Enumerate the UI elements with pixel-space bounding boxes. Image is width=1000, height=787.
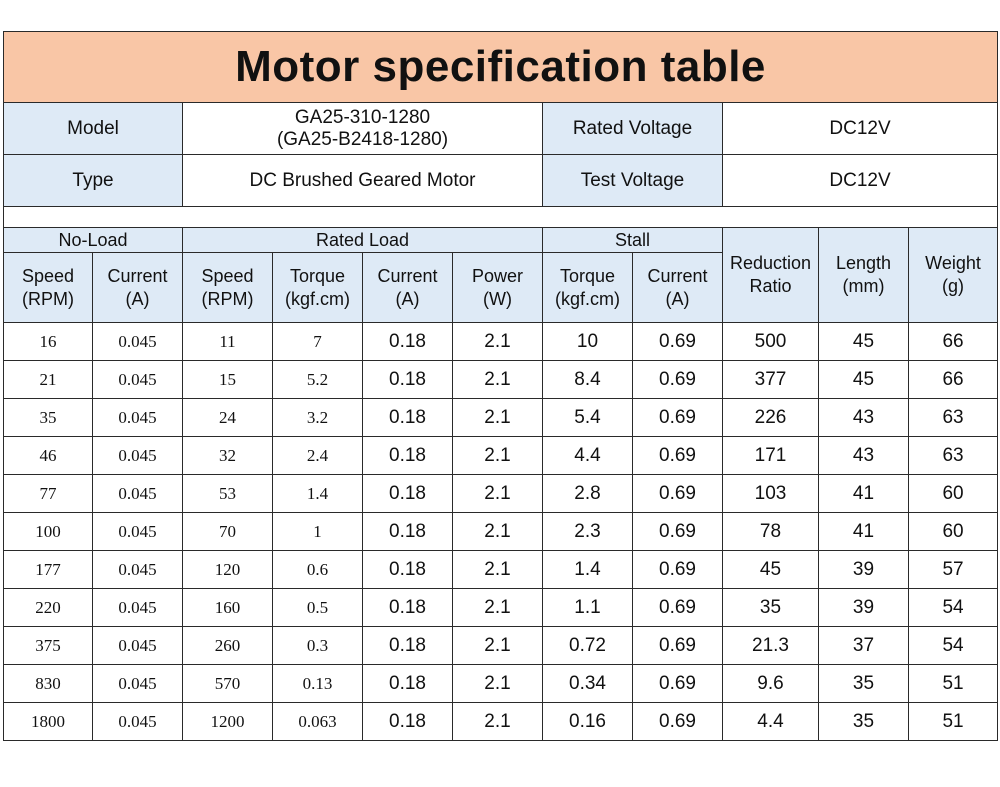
cell-rated-power: 2.1 [453, 551, 543, 589]
cell-rated-current: 0.18 [363, 437, 453, 475]
cell-stall-torque: 1.4 [543, 551, 633, 589]
cell-weight: 54 [909, 627, 998, 665]
cell-stall-current: 0.69 [633, 665, 723, 703]
cell-noload-speed: 375 [4, 627, 93, 665]
cell-rated-speed: 120 [183, 551, 273, 589]
page-title: Motor specification table [4, 32, 998, 103]
cell-noload-speed: 177 [4, 551, 93, 589]
header-reduction-ratio [723, 228, 819, 323]
header-unit: (W) [483, 288, 512, 309]
cell-length: 41 [819, 513, 909, 551]
cell-weight: 51 [909, 665, 998, 703]
header-rated-current [363, 253, 453, 323]
model-label: Model [4, 103, 183, 155]
cell-reduction-ratio: 4.4 [723, 703, 819, 741]
cell-stall-current: 0.69 [633, 437, 723, 475]
cell-length: 39 [819, 551, 909, 589]
cell-rated-current: 0.18 [363, 475, 453, 513]
cell-length: 35 [819, 703, 909, 741]
cell-weight: 54 [909, 589, 998, 627]
table-row [4, 323, 998, 361]
cell-stall-current: 0.69 [633, 589, 723, 627]
header-text: Torque [289, 265, 346, 286]
cell-rated-speed: 24 [183, 399, 273, 437]
cell-rated-torque: 7 [273, 323, 363, 361]
cell-length: 37 [819, 627, 909, 665]
cell-stall-current: 0.69 [633, 551, 723, 589]
cell-stall-torque: 0.72 [543, 627, 633, 665]
cell-noload-current: 0.045 [93, 513, 183, 551]
cell-rated-power: 2.1 [453, 665, 543, 703]
model-value-line2: (GA25-B2418-1280) [276, 128, 449, 150]
cell-rated-speed: 70 [183, 513, 273, 551]
cell-stall-torque: 8.4 [543, 361, 633, 399]
cell-noload-current: 0.045 [93, 627, 183, 665]
cell-noload-speed: 21 [4, 361, 93, 399]
cell-stall-current: 0.69 [633, 703, 723, 741]
rated-voltage-label: Rated Voltage [543, 103, 723, 155]
header-unit: (mm) [842, 276, 885, 296]
cell-noload-speed: 77 [4, 475, 93, 513]
cell-reduction-ratio: 45 [723, 551, 819, 589]
cell-stall-torque: 0.16 [543, 703, 633, 741]
header-text: Speed [21, 265, 75, 286]
header-unit: (kgf.cm) [285, 288, 350, 309]
cell-noload-current: 0.045 [93, 665, 183, 703]
header-stall-torque [543, 253, 633, 323]
cell-reduction-ratio: 21.3 [723, 627, 819, 665]
table-row [4, 589, 998, 627]
table-row [4, 399, 998, 437]
header-noload-speed [4, 253, 93, 323]
table-row [4, 551, 998, 589]
cell-weight: 63 [909, 437, 998, 475]
cell-rated-current: 0.18 [363, 513, 453, 551]
cell-weight: 66 [909, 361, 998, 399]
cell-length: 45 [819, 323, 909, 361]
cell-noload-speed: 46 [4, 437, 93, 475]
header-unit: (g) [942, 276, 964, 296]
cell-stall-current: 0.69 [633, 475, 723, 513]
cell-noload-speed: 830 [4, 665, 93, 703]
header-text: Reduction [729, 253, 812, 273]
header-unit: (A) [665, 288, 690, 309]
cell-noload-current: 0.045 [93, 475, 183, 513]
cell-rated-torque: 3.2 [273, 399, 363, 437]
cell-rated-speed: 260 [183, 627, 273, 665]
cell-rated-torque: 0.063 [273, 703, 363, 741]
cell-noload-current: 0.045 [93, 323, 183, 361]
cell-reduction-ratio: 500 [723, 323, 819, 361]
cell-noload-current: 0.045 [93, 589, 183, 627]
cell-rated-speed: 53 [183, 475, 273, 513]
header-stall-current [633, 253, 723, 323]
cell-rated-speed: 15 [183, 361, 273, 399]
header-rated-torque [273, 253, 363, 323]
cell-rated-current: 0.18 [363, 665, 453, 703]
cell-rated-torque: 1 [273, 513, 363, 551]
header-rated-speed [183, 253, 273, 323]
cell-rated-torque: 0.13 [273, 665, 363, 703]
cell-stall-torque: 2.8 [543, 475, 633, 513]
cell-rated-current: 0.18 [363, 399, 453, 437]
cell-noload-speed: 220 [4, 589, 93, 627]
header-unit: (RPM) [201, 288, 254, 309]
cell-rated-power: 2.1 [453, 323, 543, 361]
cell-rated-torque: 0.5 [273, 589, 363, 627]
header-rated-power [453, 253, 543, 323]
cell-rated-power: 2.1 [453, 399, 543, 437]
cell-reduction-ratio: 226 [723, 399, 819, 437]
cell-rated-torque: 1.4 [273, 475, 363, 513]
table-row [4, 513, 998, 551]
table-spacer [4, 207, 998, 228]
header-text: Speed [201, 265, 254, 286]
cell-noload-speed: 16 [4, 323, 93, 361]
cell-stall-current: 0.69 [633, 627, 723, 665]
test-voltage-value: DC12V [723, 155, 998, 207]
header-unit: (kgf.cm) [555, 288, 620, 309]
cell-noload-current: 0.045 [93, 703, 183, 741]
cell-stall-current: 0.69 [633, 399, 723, 437]
cell-length: 35 [819, 665, 909, 703]
cell-rated-current: 0.18 [363, 627, 453, 665]
cell-rated-speed: 11 [183, 323, 273, 361]
group-stall: Stall [543, 228, 723, 253]
type-value: DC Brushed Geared Motor [183, 155, 543, 207]
header-text: Current [377, 265, 438, 286]
cell-rated-power: 2.1 [453, 513, 543, 551]
rated-voltage-value: DC12V [723, 103, 998, 155]
cell-stall-torque: 2.3 [543, 513, 633, 551]
cell-length: 43 [819, 399, 909, 437]
cell-stall-torque: 4.4 [543, 437, 633, 475]
cell-noload-current: 0.045 [93, 361, 183, 399]
header-weight [909, 228, 998, 323]
cell-weight: 51 [909, 703, 998, 741]
cell-rated-power: 2.1 [453, 589, 543, 627]
cell-stall-torque: 10 [543, 323, 633, 361]
cell-rated-torque: 0.3 [273, 627, 363, 665]
cell-stall-torque: 5.4 [543, 399, 633, 437]
cell-rated-torque: 5.2 [273, 361, 363, 399]
header-unit: (A) [125, 288, 150, 309]
header-unit: (A) [395, 288, 420, 309]
cell-weight: 63 [909, 399, 998, 437]
cell-stall-current: 0.69 [633, 513, 723, 551]
cell-noload-current: 0.045 [93, 399, 183, 437]
test-voltage-label: Test Voltage [543, 155, 723, 207]
header-text: Weight [925, 253, 981, 273]
cell-length: 43 [819, 437, 909, 475]
cell-rated-torque: 2.4 [273, 437, 363, 475]
type-label: Type [4, 155, 183, 207]
cell-noload-speed: 35 [4, 399, 93, 437]
cell-rated-speed: 160 [183, 589, 273, 627]
cell-reduction-ratio: 35 [723, 589, 819, 627]
cell-rated-power: 2.1 [453, 627, 543, 665]
header-noload-current [93, 253, 183, 323]
cell-length: 39 [819, 589, 909, 627]
header-text: Current [647, 265, 708, 286]
motor-spec-table [3, 31, 998, 741]
cell-rated-current: 0.18 [363, 361, 453, 399]
header-text: Power [471, 265, 524, 286]
cell-rated-current: 0.18 [363, 551, 453, 589]
cell-rated-speed: 1200 [183, 703, 273, 741]
cell-rated-power: 2.1 [453, 703, 543, 741]
cell-rated-power: 2.1 [453, 475, 543, 513]
cell-weight: 60 [909, 475, 998, 513]
group-no-load: No-Load [4, 228, 183, 253]
header-text: Current [107, 265, 168, 286]
model-value-line1: GA25-310-1280 [294, 106, 431, 128]
model-value [183, 103, 543, 155]
cell-weight: 66 [909, 323, 998, 361]
cell-noload-current: 0.045 [93, 551, 183, 589]
header-text: Length [835, 253, 892, 273]
cell-stall-current: 0.69 [633, 323, 723, 361]
table-row [4, 475, 998, 513]
cell-weight: 60 [909, 513, 998, 551]
cell-stall-torque: 0.34 [543, 665, 633, 703]
cell-weight: 57 [909, 551, 998, 589]
table-row [4, 437, 998, 475]
cell-length: 41 [819, 475, 909, 513]
cell-rated-current: 0.18 [363, 589, 453, 627]
header-text: Torque [559, 265, 616, 286]
cell-noload-speed: 100 [4, 513, 93, 551]
cell-reduction-ratio: 103 [723, 475, 819, 513]
cell-rated-current: 0.18 [363, 703, 453, 741]
cell-rated-power: 2.1 [453, 361, 543, 399]
cell-reduction-ratio: 78 [723, 513, 819, 551]
cell-reduction-ratio: 171 [723, 437, 819, 475]
cell-stall-torque: 1.1 [543, 589, 633, 627]
cell-length: 45 [819, 361, 909, 399]
cell-rated-speed: 32 [183, 437, 273, 475]
group-rated-load: Rated Load [183, 228, 543, 253]
table-row [4, 703, 998, 741]
table-row [4, 665, 998, 703]
table-row [4, 361, 998, 399]
cell-reduction-ratio: 9.6 [723, 665, 819, 703]
cell-rated-power: 2.1 [453, 437, 543, 475]
cell-noload-speed: 1800 [4, 703, 93, 741]
header-unit: (RPM) [22, 288, 74, 309]
cell-reduction-ratio: 377 [723, 361, 819, 399]
header-unit: Ratio [749, 276, 792, 296]
cell-noload-current: 0.045 [93, 437, 183, 475]
cell-rated-current: 0.18 [363, 323, 453, 361]
table-row [4, 627, 998, 665]
cell-rated-torque: 0.6 [273, 551, 363, 589]
cell-rated-speed: 570 [183, 665, 273, 703]
header-length [819, 228, 909, 323]
cell-stall-current: 0.69 [633, 361, 723, 399]
